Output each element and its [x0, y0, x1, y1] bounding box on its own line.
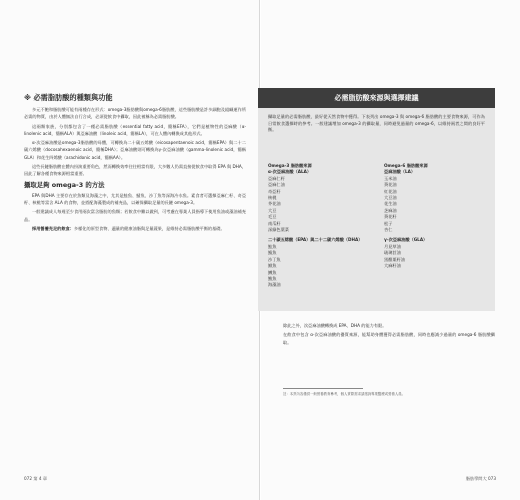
list-item: 芝麻油 [384, 207, 397, 213]
paragraph: 在飲食中包含 α-次亞麻油酸的優質來源，能幫助身體獲得必需脂肪酸，同時也應減少過量的 omega-6 脂肪酸攝取。 [283, 332, 495, 345]
footnote-divider [283, 388, 363, 389]
list-item: 海藻油 [268, 282, 281, 288]
gla-list [384, 244, 494, 270]
list-item: 玉米油 [384, 175, 397, 181]
bold-lead-label: 採用營養充足的飲食： [32, 225, 74, 231]
list-item: 亞麻仁油 [268, 182, 285, 188]
list-item: 毛豆 [268, 214, 277, 220]
bold-lead-text: 多樣化的原型食物、適量的健康油脂與足量蔬果，是維持必需脂肪酸平衡的基礎。 [73, 225, 225, 231]
sidebar-box-title: 必需脂肪酸來源與選擇建議 [258, 88, 495, 108]
sidebar-box [258, 88, 495, 311]
left-page-body [24, 93, 246, 234]
ala-list [268, 176, 378, 234]
epa-dha-list [268, 244, 378, 289]
ala-heading: α-次亞麻油酸（ALA） [268, 169, 312, 175]
list-item: 鯖魚 [268, 250, 277, 256]
list-item: 紅花油 [384, 188, 397, 194]
list-item: 芥花油 [268, 201, 281, 207]
sidebar-box-intro: 攝取足量的必需脂肪酸，最好從天然食物中獲得。下表列出 omega-3 與 omega-6 脂肪酸的主要食物來源，可作為日常飲食選擇時的參考。一般建議增加 omega-3 的攝取量，同時避免過量的 omega-6，以維持兩者之間的良好平衡。 [268, 114, 485, 133]
list-item: 杏仁 [384, 227, 393, 233]
list-item: 鯡魚 [268, 263, 277, 269]
list-item: 奇亞籽 [268, 188, 281, 194]
paragraph: 這些長鏈脂肪酸在體內扮演重要角色，然而轉換效率往往相當有限，大多數人仍需直接從飲食中取得 EPA 與 DHA，因此了解各種食物來源相當重要。 [24, 164, 246, 177]
footnote: 註：本頁內容僅供一般營養教育參考，個人實際需求請諮詢專業醫療或營養人員。 [283, 392, 406, 396]
epa-dha-heading: 二十碳五烯酸（EPA）與二十二碳六烯酸（DHA） [268, 237, 363, 243]
bold-lead [24, 225, 246, 232]
list-item: 松子 [384, 220, 393, 226]
list-item: 大麻籽油 [384, 263, 401, 269]
omega6-heading: Omega-6 脂肪酸來源 [384, 163, 428, 168]
omega6-sources-column [384, 163, 494, 274]
paragraph: 這兩類家族，分別都包含了一種必需脂肪酸（essential fatty acid，簡稱EFA），它們是植物性的亞麻酸（α-linolenic acid，簡稱ALA）與亞麻油酸（linoleic acid，簡稱LA），可在人體內轉換成其他形式。 [24, 123, 246, 136]
list-item: 琉璃苣油 [384, 250, 401, 256]
omega3-heading: Omega-3 脂肪酸來源 [268, 163, 312, 168]
list-item: 南瓜籽 [268, 220, 281, 226]
paragraph: 除此之外，次亞麻油酸轉換成 EPA、DHA 的能力有限。 [283, 323, 387, 328]
la-list [384, 176, 494, 234]
list-item: 深綠色葉菜 [268, 227, 289, 233]
list-item: 月見草油 [384, 243, 401, 249]
page-footer-left: 072 第 4 章 [24, 476, 48, 481]
section-title-omega3-methods: 攝取足夠 omega-3 的方法 [24, 180, 105, 189]
paragraph: 一般建議成人每週至少食用兩次富含脂肪的魚類；若飲食中難以做到，可考慮在專業人員指導下使用魚油或藻油補充品。 [24, 209, 246, 222]
list-item: 大豆 [268, 207, 277, 213]
list-item: 鱒魚 [268, 269, 277, 275]
la-heading: 亞麻油酸（LA） [384, 169, 416, 175]
list-item: 花生油 [384, 201, 397, 207]
list-item: 黑醋栗籽油 [384, 256, 405, 262]
section-title-essential-fatty-acids: ※ 必需脂肪酸的種類與功能 [24, 93, 113, 102]
list-item: 亞麻仁籽 [268, 175, 285, 181]
list-item: 沙丁魚 [268, 256, 281, 262]
right-page-body [283, 322, 495, 348]
list-item: 葵花油 [384, 182, 397, 188]
omega3-sources-column [268, 163, 378, 293]
list-item: 大豆油 [384, 195, 397, 201]
list-item: 核桃 [268, 195, 277, 201]
paragraph: EPA 與DHA 主要存在於魚類及海藻之中，尤其是鮭魚、鯖魚、沙丁魚等深海冷水魚。素食者可選擇亞麻仁籽、奇亞籽、核桃等富含 ALA 的食物，並搭配海藻製成的補充品，以確保攝取足量的長鏈 omega-3。 [24, 192, 246, 205]
paragraph: 多元不飽和脂肪酸可能有兩種存在形式：omega-3脂肪酸與omega-6脂肪酸，這些脂肪酸是許多細胞及組織運作所必需的物質，由於人體無法自行合成，必須從飲食中攝取，因此被稱為必需脂肪酸。 [24, 107, 246, 120]
list-item: 鮭魚 [268, 243, 277, 249]
gla-heading: γ-次亞麻油酸（GLA） [384, 237, 428, 243]
page-footer-right: 脂肪學問大 073 [465, 476, 496, 481]
list-item: 鮪魚 [268, 275, 277, 281]
paragraph: α-次亞麻油酸是omega-3脂肪酸的母體，可轉換為二十碳五烯酸（eicosapentaenoic acid，簡稱EPA）與二十二碳六烯酸（docosahexaenoic acid，簡稱DHA）；亞麻油酸則可轉換為γ-次亞麻油酸（gamma-linolenic acid，簡稱GLA）和花生四烯酸（arachidonic acid，簡稱AA）。 [24, 140, 246, 160]
list-item: 葵花籽 [384, 214, 397, 220]
